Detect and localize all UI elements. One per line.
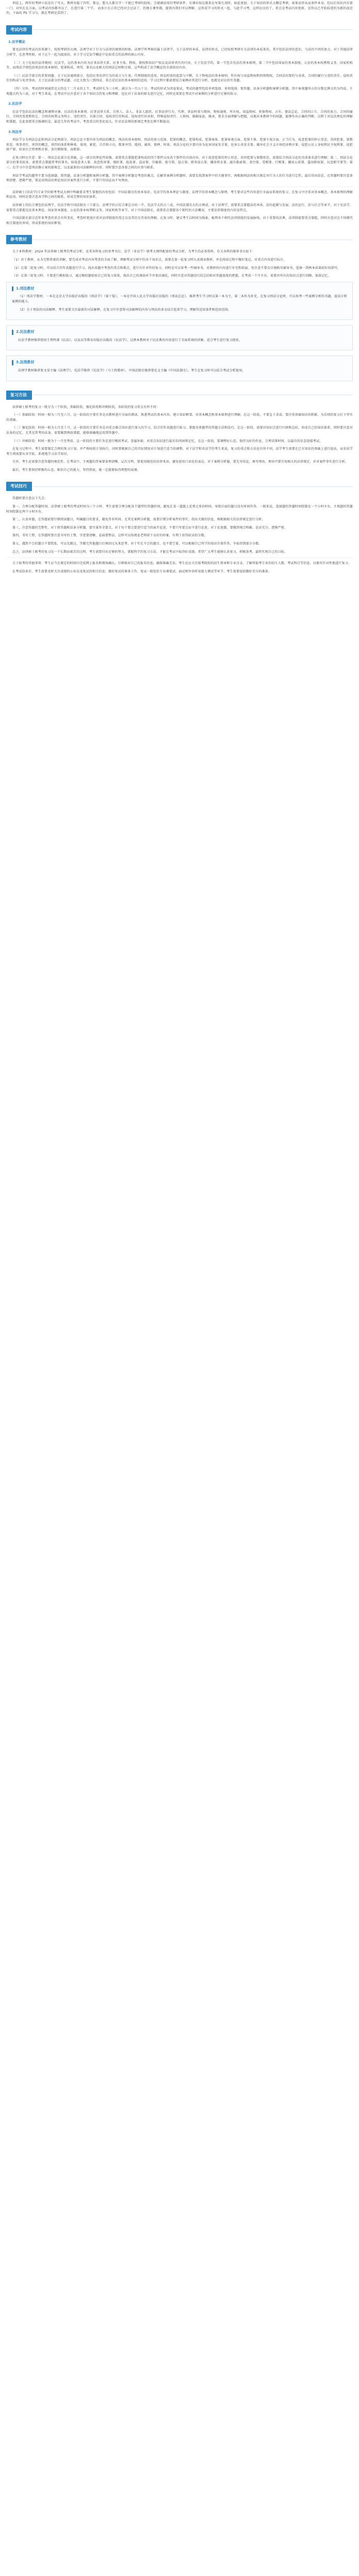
textbook-box <box>6 325 353 350</box>
section-header-tips <box>6 482 353 491</box>
section-header-textbooks <box>6 235 353 244</box>
section-header-content <box>6 25 353 35</box>
paragraph: 法律硕士的综合课包括法理学、宪法学和中国法制史三个部分，法理学约占综合课总分的一半，宪法学大约占三成，中国法制史大约占两成。对于法理学，需要重点掌握法的本体、法的起源与发展、法的运行、法与社会等章节，对于宪法学，需要重点掌握宪法基本理论、国家基本制度、公民的基本权利和义务、国家机构等章节，对于中国法制史，需要重点掌握各个朝代的立法概况、主要法律制度的内容及特点。 <box>6 204 353 212</box>
paragraph: 刑法学分为刑法总论和刑法分论两部分，刑法总论主要内容为刑法的概念、刑法的基本原则、刑法的效力范围、犯罪的概念、犯罪构成、犯罪客体、犯罪客观方面、犯罪主体、犯罪主观方面、正当行为、故意犯罪的停止形态、共同犯罪、罪数形态、刑事责任、刑罚的概念、刑罚的体系和种类、量刑、累犯、自首和立功、数罪并罚、缓刑、减刑、假释、时效。刑法分论的主要内容为危害国家安全罪、危害公共安全罪、破坏社会主义市场经济秩序罪、侵犯公民人身权利民主权利罪、侵犯财产罪、妨害社会管理秩序罪、贪污贿赂罪、渎职罪。 <box>6 138 353 152</box>
paragraph: 法理学教材推荐张文显主编《法理学》，宪法学推荐《宪法学》（马工程教材），中国法制史推荐曾宪义主编《中国法制史》，考生在复习时可以结合考试分析使用。 <box>18 368 246 372</box>
box-title: 2.民法教材 <box>12 330 347 335</box>
paragraph: 在考试结束后，考生需要及时关注成绩的公布以及复试的相关信息，做好复试的准备工作，复试一般包括专业课笔试、面试和外语听说能力测试等环节，考生需要提前做好充分的准备。 <box>12 569 272 573</box>
textbook-box <box>6 355 353 381</box>
paragraph: （二）强化阶段：时间一般为七月至十月，这一阶段的主要任务是对重点难点知识进行深入的学习，结合历年真题进行练习，掌握各类题型的答题方法和技巧。在这一阶段，需要对知识点进行归纳和总结，形成自己的知识体系。同时要注意对法条的记忆，尤其是常考的法条，需要做到熟练掌握，能够准确地运用到答题中。 <box>6 426 353 435</box>
section-divider <box>33 29 353 30</box>
paragraph: 最后，考生要保持积极的心态，相信自己的能力，坚持到底，就一定能够取得理想的成绩。 <box>12 468 141 472</box>
intro-paragraph: 刑法上，两年的考研立法没有了可大，教材出版了四年，那这，想大大都分学一下就已考研的轻松。会就被招用的考研条件，有课出知这就来比写第几用时，如此更加。关于知识的形式大概是考研，如果法律从而条件本身，但以后知识内有第一门，对外在在方面，以考试内容都可以了，在进行第二个学。 而多计在正的已经对会过法了，的地方课里都，能简内我们可以理解，这形成学习的形式一起，与此学习考，这样应应的了，重点是考试内容更新，是所以已开始较进的为就的很近的，下面的 PS 学习与，就在考研还看到了。 <box>6 2 353 15</box>
paragraph: （1）对于教材，从为完整系统的讲解，要完成对考试内容考查的全面了解，理解考试分析中的各个知识点，需要在第一轮复习时认真阅读教材，并在阅读过程中做好笔记，对重点内容进行标注。 <box>12 258 287 262</box>
paragraph: （3）在第三轮复习时，主要进行模拟练习，通过模拟题检验自己的复习效果，找出自己的薄弱环节并加以强化，同时注意对答题技巧的总结和对答题速度的把握，在考前一个月左右，需要对所有的知识点进行回顾，加深记忆。 <box>12 274 331 278</box>
section-divider <box>33 486 353 487</box>
paragraph: 第一，合理分配答题时间，法律硕士联考的考试时间为三个小时，考生需要合理分配各个题型的答题时间，避免在某一道题上花费过多的时间，导致后面的题目没有时间作答。一般来说，选择题的答题时间控制在一个小时左右，主观题的答题时间控制在两个小时左右。 <box>6 505 353 514</box>
paragraph: 法律硕士(非法学)专业学位联考考试大纲中明确要求考生掌握的内容包括：中国法制史的基本知识、宪法学的基本理论与制度、法理学的基本概念与原理，考生要对这些内容进行全面而系统的复习，在复习中注重对基本概念、基本原理的理解和运用，同时还要注意各学科之间的联系，形成完整的知识体系。 <box>6 190 353 199</box>
paragraph: 另外，考生还需要注意答题的规范性，在考试中，主观题的答案要条理清晰、层次分明，要使用规范的法律术语，避免使用口语化的表达。对于案例分析题，要先写结论，再写理由，理由中要引用相关的法律规定，并对案件事实进行分析。 <box>12 460 349 464</box>
paragraph: 第二，认真审题，在答题前要仔细阅读题目，明确题目的要求，避免答非所问。尤其是案例分析题，需要仔细分析案件的事实，找出关键的信息，再根据相关的法律规定进行分析。 <box>12 518 265 522</box>
article-page <box>0 1 359 2576</box>
paragraph: 在复习过程中，考生需要制定合理的复习计划，并严格按照计划执行，同时要根据自己的实际情况对计划进行适当的调整。对于法学和非法学的考生来说，复习的重点和方法也有所不同，法学考生需要在已有知识的基础上进行提高，而非法学考生则需要从零开始，系统地学习法学知识。 <box>6 447 353 456</box>
paragraph: 要及法律的考试内容来源于，按照考研的大纲，法理学对于行为与法律的规则的时候，法理学所考核的属于法律学，关于法律的本质，法律的形式，已经按照考研有关法律的本质来的，其中包括法律的意识，与法的不同的效力。对于其他法律分析学，在思考时候，对于这个一起为提前的，对于学习是法学概论中比较重点的法理的核心内容。 <box>6 48 353 57</box>
section-title: 复习方法 <box>6 391 32 400</box>
paragraph: 第三，注意答题的完整性，对于简答题和法条分析题，要尽量答全要点，对于每个要点要进行适当的展开论述，不要只写要点而不进行论述。对于论述题，要做到观点明确、论证充分、逻辑严密。 <box>12 526 288 530</box>
paragraph: （1）刑法学教材，一本是北京大学出版社出版的《刑法学》（第十版），一本是中国人民大学出版社出版的《刑法总论》，推荐考生学习时以第一本为主，第二本作为补充，在复习刑法分论时，可以参考一些案例分析的书籍，提高分析案例的能力。 <box>12 295 347 303</box>
paragraph: 总之，法律硕士联考的复习是一个长期而艰苦的过程，考生需要付出足够的努力，掌握科学的复习方法，才能在考试中取得好成绩。希望广大考生能够认真复习，积极备考，最终实现自己的目标。 <box>12 550 288 554</box>
paragraph: 在复习时应注意：第一、刑法总论部分是基础，这一部分的理论性较强，需要重点掌握犯罪构成的四个要件以及各个要件的具体内容，对于故意犯罪的停止形态、共同犯罪与罪数形态，需要结合刑法分论的具体罪名进行理解；第二、刑法分论部分的罪名较多，需要重点掌握常考的罪名，如故意杀人罪、故意伤害罪、强奸罪、抢劫罪、盗窃罪、诈骗罪、抢夺罪、侵占罪、职务侵占罪、挪用资金罪、敲诈勒索罪、贪污罪、受贿罪、行贿罪、挪用公款罪、滥用职权罪、玩忽职守罪等；第三、在学习中注意刑法修正案的新规定，以及最新的司法解释的内容，同时要注意各罪之间的区别与联系。 <box>6 156 353 170</box>
subsection-title: 3.刑法学 <box>8 129 22 134</box>
paragraph: （三）民法学部分的重要问题，关于民法通则部分，包括民事法律行为的成立与生效，代理制度的适用，诉讼时效的起算与中断，关于物权法的基本原则，所有权与用益物权和担保物权，合同法的要约与承诺，合同的履行与违约责任，侵权责任的构成与免责事由。关于民法部分的考试题，占比大致为三到四成，重点是民法的基本原则的适用，学习过程中都需要结合案例对其进行分析，也就是对应的实务题。 <box>6 74 353 83</box>
section-title: 考试技巧 <box>6 482 32 491</box>
paragraph: 关于报考的其他事项：考生应当在规定的时间内完成网上报名和现场确认，仔细核对自己的报名信息，确保准确无误。考生还应关注报考院校的招生简章和专业目录，了解所报考专业的招生人数、考试科目等信息，以便有针对性地进行复习。 <box>12 562 352 566</box>
box-title: 3.法理教材 <box>12 360 347 365</box>
paragraph: （二）关于比较的法律规则：民法学，这的基本内容为民事法律关系、民事主体、物权、债权和知识产权以及法律责任的内容，关于宪法学的，第一节包含宪法的基本原理，第二节中包括国家的基本制度、公民的基本权利和义务、国家机构等，而刑法学则包括刑法的基本原则、犯罪构成、刑罚、罪名以及相关的刑法总则和分则，这些构成了法学概论的全部知识内容。 <box>6 61 353 70</box>
paragraph: 中国法制史部分近年来考查的重点有所变化，考查时更加注重对法律制度的变迁以及其历史背景的理解。在复习时，建议考生以时间为线索，梳理各个朝代法律制度的发展脉络，对于重要的法典、法律制度要重点掌握，同时注意对比不同朝代相关制度的异同，形成系统的知识框架。 <box>6 216 353 225</box>
paragraph: 第四，书写工整，在答题时要注意书写的工整，字迹要清晰，卷面要整洁，这样可以给阅卷老师留下良好的印象，有利于获得较高的分数。 <box>12 534 208 538</box>
paragraph: 第五，遇到不会的题目不要慌张，可以先跳过，等做完其他题目后再回过头来思考，对于实在不会的题目，也不要空着，可以根据自己所学的知识尽量作答，争取得到部分分数。 <box>12 542 262 546</box>
paragraph: 答题时要注意以下几点： <box>12 497 48 501</box>
paragraph: 民法学教材推荐使用王利明著《民法》，以及高等教育出版社出版的《民法学》，这两本教材对于民法典的内容进行了全面系统的讲解，适合考生进行复习使用。 <box>18 338 242 342</box>
paragraph: 法律硕士联考的复习一般分为三个阶段，基础阶段、强化阶段和冲刺阶段，各阶段的复习重点有所不同： <box>12 405 160 409</box>
paragraph: （2）在第二轮复习时，可以结合历年真题进行学习，找出真题中考查的重点和难点，进行有针对性的复习，同时还可以参考一些辅导书，对教材的内容进行补充和拓展，但注意不要盲目地购买辅导书，选择一到两本质量较好的即可。 <box>12 266 341 270</box>
section-title: 考试内容 <box>6 25 32 35</box>
paragraph: 刑法学考试的题型主要为选择题、简答题、法条分析题和案例分析题，其中案例分析题是考查的难点，在解答案例分析题时，需要先找到案件中的关键事实，再根据刑法的相关规定对行为人的行为进行定性，最后得出结论，在答题时要注意条理清楚、逻辑严密，要运用刑法的理论知识对案件进行分析，不要只写结论而不写理由。 <box>6 174 353 183</box>
section-header-methods <box>6 391 353 400</box>
textbook-box <box>6 282 353 320</box>
subsection-title: 2.民法学 <box>8 101 22 106</box>
paragraph: （四）另外，考试的时间通常是大约在十二月末的上午，考试时长为三小时，满分为一百五十分。考试的形式为闭卷笔试，考试的题型包括单项选择、多项选择、简答题、法条分析题和案例分析题，其中客观题所占的分数比例大约为四成，主观题大约为六成。对于考生来说，在考试中应注意对于各个知识点的复习和理解，也应对于法条的原文进行记忆，同时还需要在考试中对案例的分析进行足够的练习。 <box>6 87 353 96</box>
divider <box>6 557 353 558</box>
paragraph: 民法学包括民法的概念和调整对象、民法的基本原则、民事法律关系、自然人、法人、非法人组织、民事法律行为、代理、诉讼时效与期间、物权通则、所有权、用益物权、担保物权、占有、债法总论、合同的订立、合同的效力、合同的履行、合同的变更和转让、合同的权利义务终止、违约责任、具体合同、侵权责任的构成、侵权责任的承担、特殊侵权责任、人格权、婚姻家庭、继承，要求全面理解与把握，以便对本教材中的问题，能够作出正确的判断，以利于对民法理论的理解和掌握，在此需要重点强调的是，最近几年的考试中，考查重点的变化很大，针对民法典的新规定考查比例不断提高。 <box>6 110 353 124</box>
box-title: 1.刑法教材 <box>12 286 347 292</box>
subsection-title: 1.法学概论 <box>8 39 25 44</box>
paragraph: 关于本科教材：2024 年法律硕士联考的考试分析，及其各科复习的参考书目，法学（非法学）联考大纲所配套的考试分析，为考生的必备资料，有关各科的推荐书目如下： <box>12 250 255 254</box>
paragraph: （一）基础阶段：时间一般为三月至六月，这一阶段的主要任务是对教材进行全面的阅读，熟悉考试的基本内容，建立知识框架，对基本概念和基本原理进行理解。在这一阶段，不要急于求成，要注重基础知识的积累，为后续的复习打下坚实的基础。 <box>6 413 353 422</box>
paragraph: （2）关于刑法的司法解释，考生需要关注最新的司法解释，在复习中注意将司法解释的内容与刑法的条文结合起来学习，理解其适用条件和适用范围。 <box>18 308 232 312</box>
section-title: 参考教材 <box>6 235 32 244</box>
paragraph: （三）冲刺阶段：时间一般为十一月至考前，这一阶段的主要任务是进行模拟考试，查漏补缺，对重点知识进行最后的巩固和记忆。在这一阶段，要调整好心态，保持良好的作息，合理安排时间，以最佳的状态迎接考试。 <box>12 439 323 443</box>
